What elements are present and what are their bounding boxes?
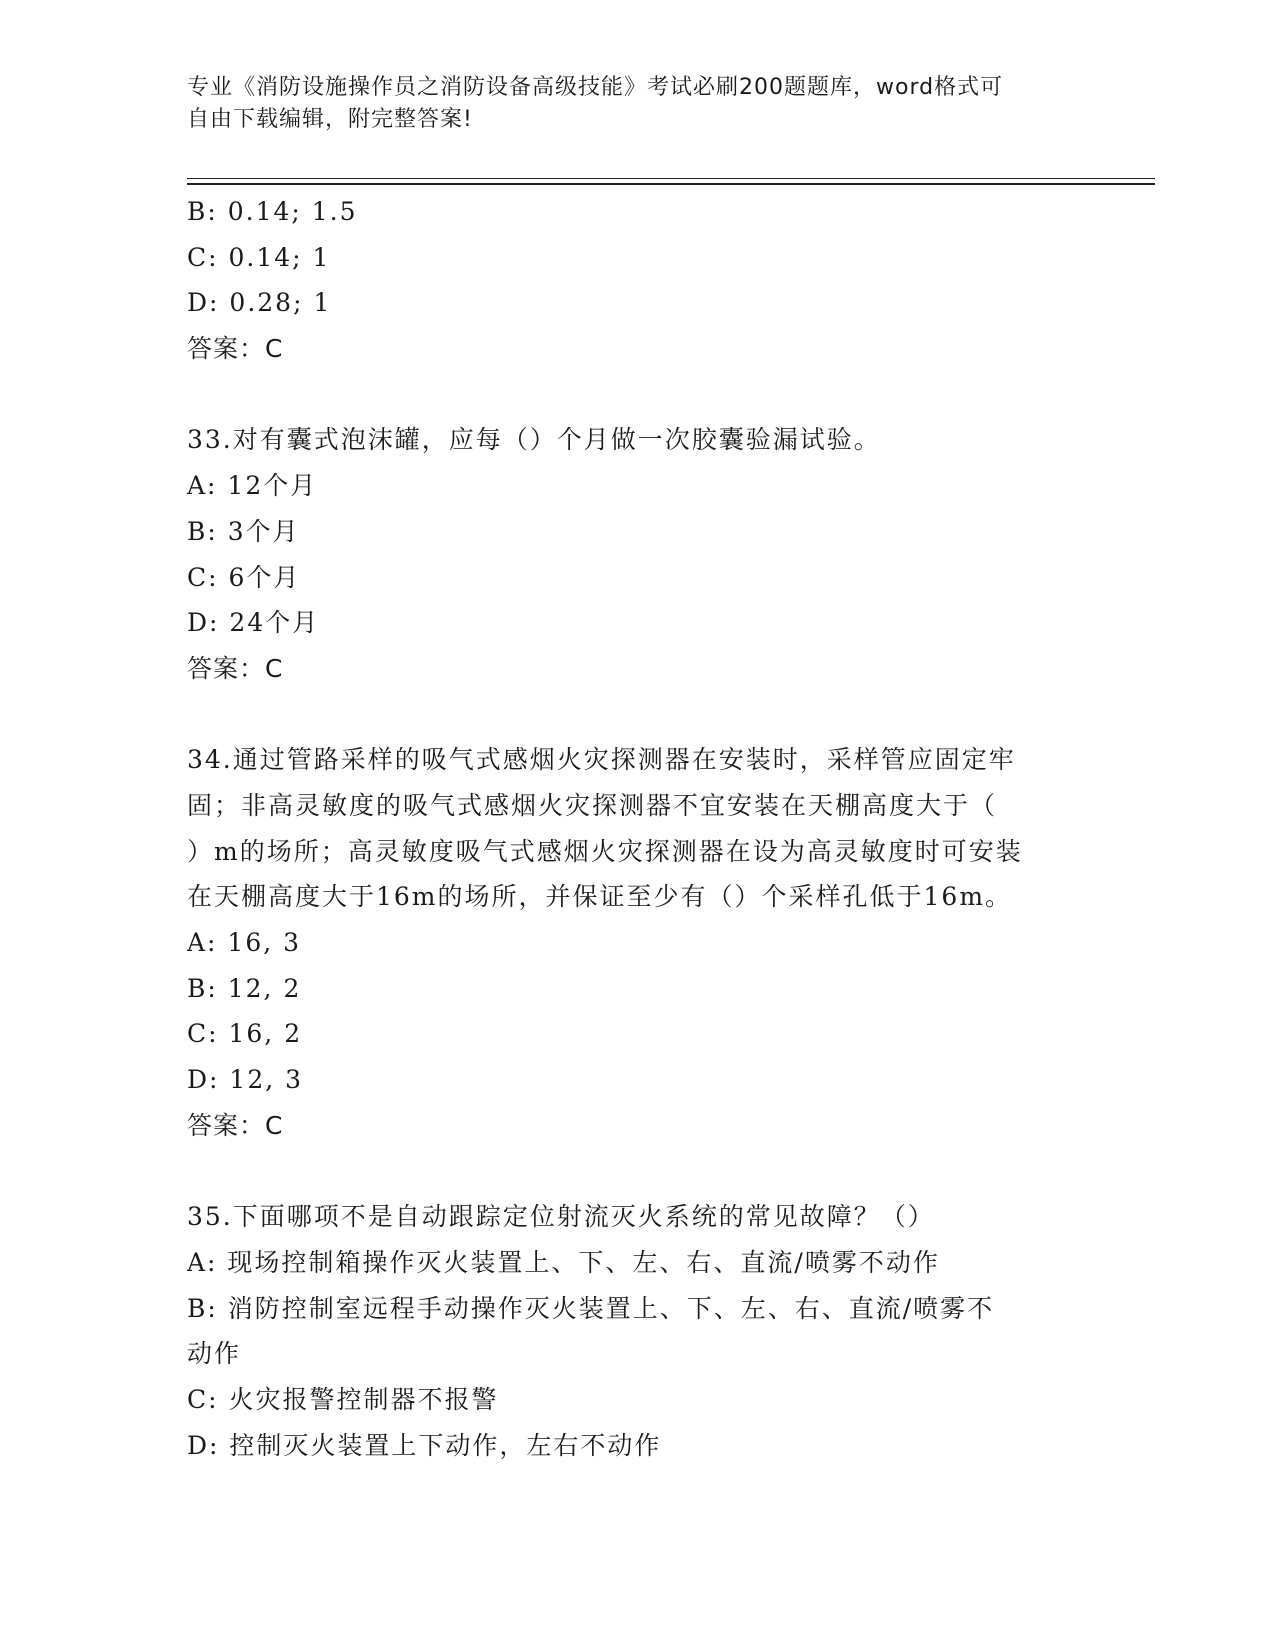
q35-option-d: D: 控制灭火装置上下动作，左右不动作 [187,1430,662,1460]
q33-answer: 答案：C [187,653,284,683]
q34-option-b: B: 12, 2 [187,973,302,1003]
header-divider-thin [187,178,1155,179]
q34-question-line-4: 在天棚高度大于16m的场所，并保证至少有（）个采样孔低于16m。 [187,882,1013,912]
header-divider-thick [187,183,1155,185]
spacer [187,1148,1087,1194]
q33-option-a: A: 12个月 [187,471,318,501]
q33-option-c: C: 6个月 [187,562,301,592]
q32-option-b: B: 0.14; 1.5 [187,197,358,226]
q34-question-line-2: 固；非高灵敏度的吸气式感烟火灾探测器不宜安装在天棚高度大于（ [187,790,998,820]
question-32-block [187,189,1087,372]
q32-answer: 答案：C [187,334,284,364]
header-title-line-1: 专业《消防设施操作员之消防设备高级技能》考试必刷200题题库，word格式可 [187,75,1004,100]
document-body [187,189,1087,1468]
q34-option-d: D: 12, 3 [187,1065,304,1095]
q35-question: 35.下面哪项不是自动跟踪定位射流灭火系统的常见故障？（） [187,1202,935,1232]
q32-option-d: D: 0.28; 1 [187,288,332,318]
spacer [187,692,1087,738]
q35-option-b-line-1: B: 消防控制室远程手动操作灭火装置上、下、左、右、直流/喷雾不 [187,1293,995,1323]
q32-option-c: C: 0.14; 1 [187,242,331,272]
q34-question-line-1: 34.通过管路采样的吸气式感烟火灾探测器在安装时，采样管应固定牢 [187,745,1016,775]
q33-option-d: D: 24个月 [187,608,320,638]
q35-option-a: A: 现场控制箱操作灭火装置上、下、左、右、直流/喷雾不动作 [187,1247,940,1277]
document-header [187,72,1087,136]
q34-question-line-3: ）m的场所；高灵敏度吸气式感烟火灾探测器在设为高灵敏度时可安装 [187,836,1023,866]
header-title-line-2: 自由下载编辑，附完整答案! [187,107,473,132]
q34-option-a: A: 16, 3 [187,928,302,957]
q34-option-c: C: 16, 2 [187,1019,303,1049]
q33-option-b: B: 3个月 [187,516,300,546]
question-33-block [187,417,1087,691]
q35-option-c: C: 火灾报警控制器不报警 [187,1384,499,1414]
question-34-block [187,737,1087,1148]
q34-answer: 答案：C [187,1110,284,1140]
spacer [187,372,1087,418]
question-35-block [187,1194,1087,1468]
q33-question: 33.对有囊式泡沫罐，应每（）个月做一次胶囊验漏试验。 [187,425,881,455]
q35-option-b-line-2: 动作 [187,1339,242,1369]
